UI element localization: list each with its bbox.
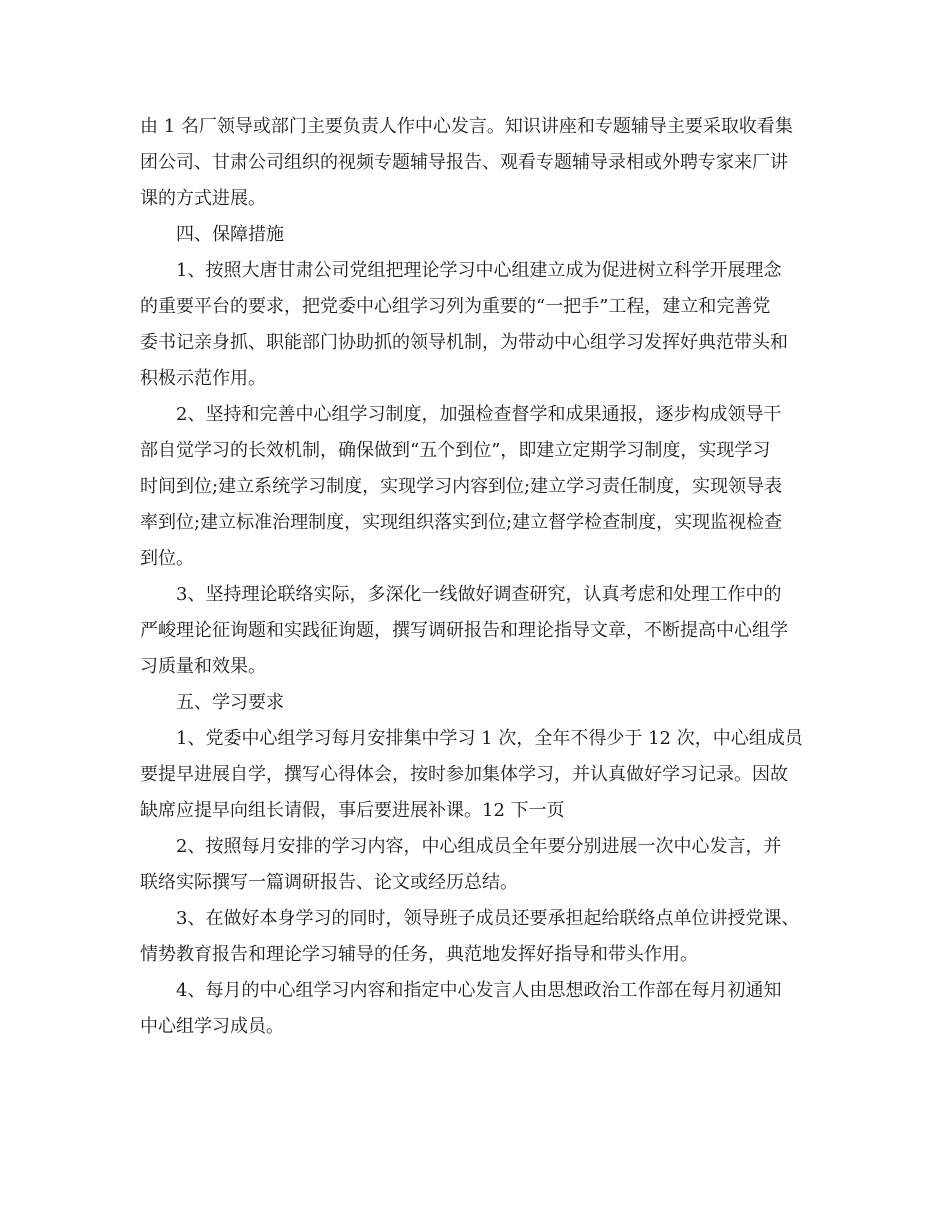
text-line: 课的方式进展。 [140, 188, 266, 209]
text-line: 的重要平台的要求，把党委中心组学习列为重要的“一把手”工程，建立和完善党 [140, 296, 771, 317]
text-line: 3、坚持理论联络实际，多深化一线做好调查研究，认真考虑和处理工作中的 [176, 584, 782, 605]
text-line: 联络实际撰写一篇调研报告、论文或经历总结。 [140, 872, 518, 893]
text-line: 2、坚持和完善中心组学习制度，加强检查督学和成果通报，逐步构成领导干 [176, 404, 782, 425]
text-line: 委书记亲身抓、职能部门协助抓的领导机制，为带动中心组学习发挥好典范带头和 [140, 332, 788, 353]
text-line: 严峻理论征询题和实践征询题，撰写调研报告和理论指导文章，不断提高中心组学 [140, 620, 788, 641]
text-line: 习质量和效果。 [140, 656, 266, 677]
text-line: 3、在做好本身学习的同时，领导班子成员还要承担起给联络点单位讲授党课、 [176, 908, 800, 929]
text-line: 要提早进展自学，撰写心得体会，按时参加集体学习，并认真做好学习记录。因故 [140, 764, 788, 785]
section-heading: 五、学习要求 [176, 692, 284, 713]
text-line: 4、每月的中心组学习内容和指定中心发言人由思想政治工作部在每月初通知 [176, 980, 782, 1001]
text-line: 1、党委中心组学习每月安排集中学习 1 次，全年不得少于 12 次，中心组成员 [176, 728, 803, 749]
text-line: 缺席应提早向组长请假，事后要进展补课。12 下一页 [140, 800, 565, 821]
text-line: 率到位;建立标准治理制度，实现组织落实到位;建立督学检查制度，实现监视检查 [140, 512, 783, 533]
text-line: 部自觉学习的长效机制，确保做到“五个到位”，即建立定期学习制度，实现学习 [140, 440, 771, 461]
text-line: 到位。 [140, 548, 194, 569]
text-line: 时间到位;建立系统学习制度，实现学习内容到位;建立学习责任制度，实现领导表 [140, 476, 783, 497]
text-line: 2、按照每月安排的学习内容，中心组成员全年要分别进展一次中心发言，并 [176, 836, 782, 857]
text-line: 中心组学习成员。 [140, 1016, 284, 1037]
text-line: 积极示范作用。 [140, 368, 266, 389]
text-line: 由 1 名厂领导或部门主要负责人作中心发言。知识讲座和专题辅导主要采取收看集 [140, 116, 793, 137]
text-line: 团公司、甘肃公司组织的视频专题辅导报告、观看专题辅导录相或外聘专家来厂讲 [140, 152, 788, 173]
text-line: 1、按照大唐甘肃公司党组把理论学习中心组建立成为促进树立科学开展理念 [176, 260, 782, 281]
text-line: 情势教育报告和理论学习辅导的任务，典范地发挥好指导和带头作用。 [140, 944, 698, 965]
section-heading: 四、保障措施 [176, 224, 284, 245]
